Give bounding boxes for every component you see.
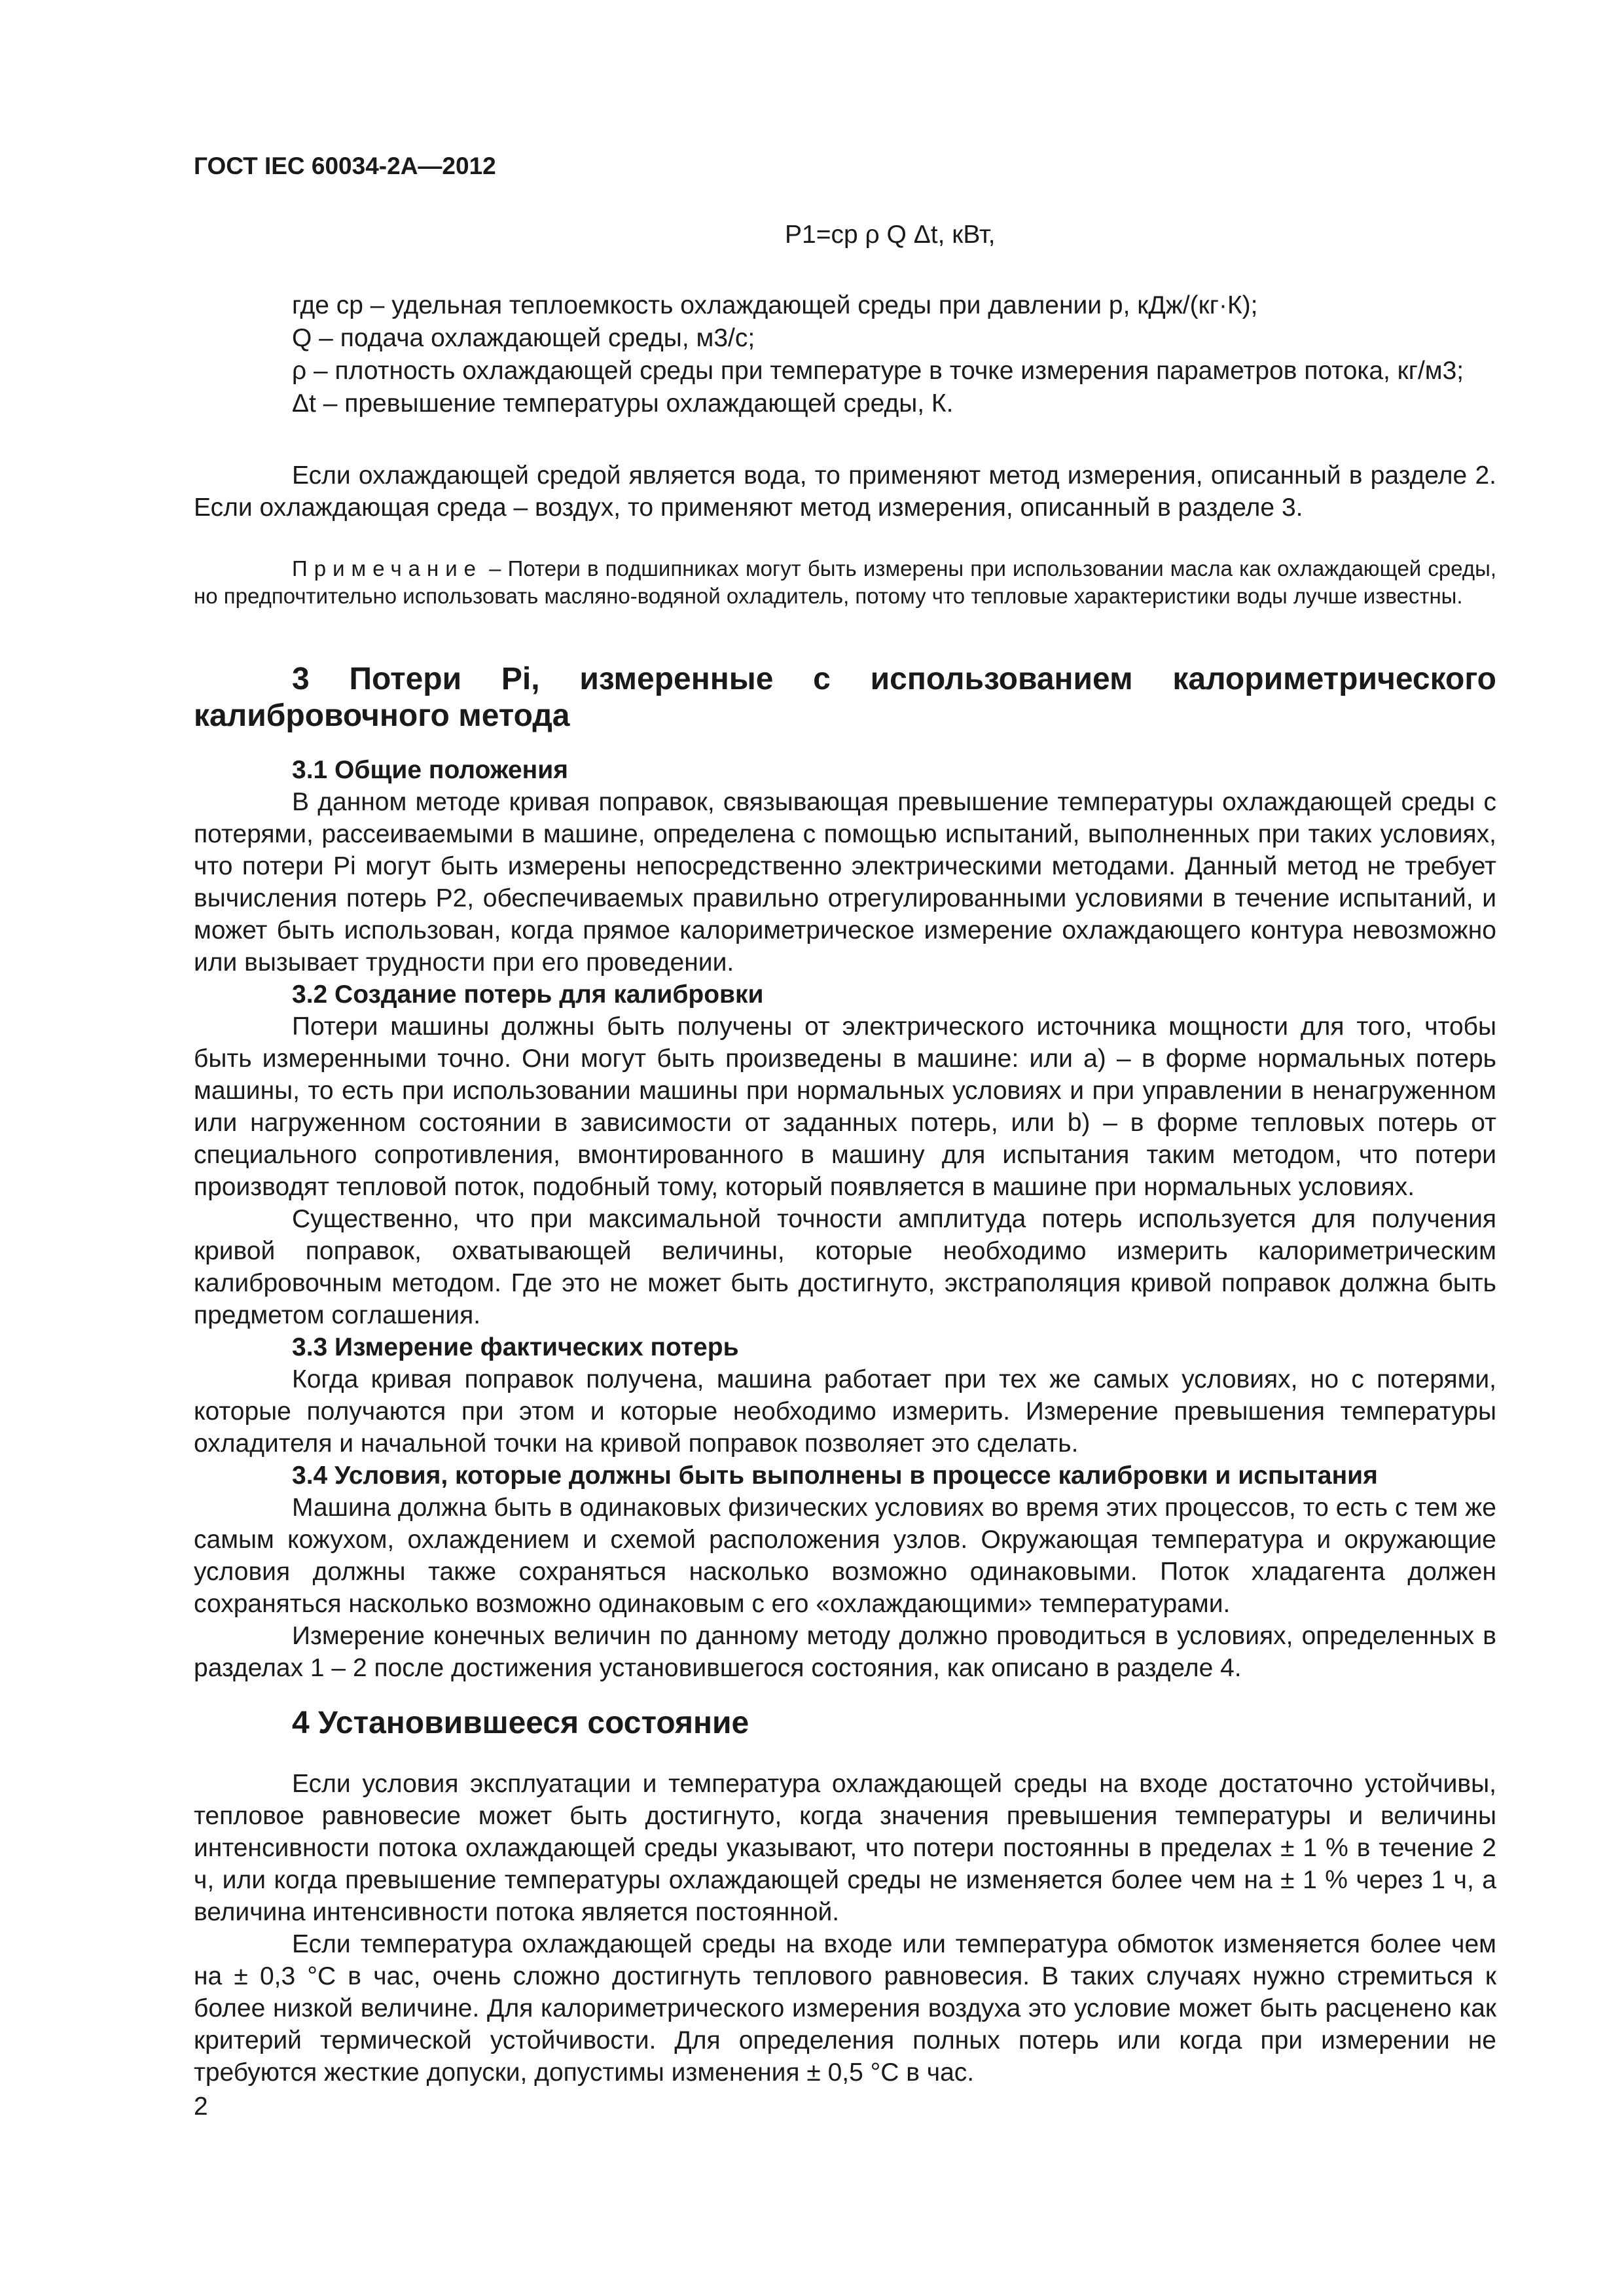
legend-line-cp: где cp – удельная теплоемкость охлаждающей среды при давлении p, кДж/(кг·К); — [292, 291, 1258, 319]
document-header: ГОСТ IEC 60034-2A—2012 — [194, 152, 496, 179]
subsection-3-1-heading: 3.1 Общие положения — [292, 756, 568, 784]
subsection-3-3-heading: 3.3 Измерение фактических потерь — [292, 1333, 739, 1361]
subsection-3-4-heading: 3.4 Условия, которые должны быть выполнены в процессе калибровки и испытания — [292, 1462, 1378, 1490]
subsection-3-2-paragraph-1: Потери машины должны быть получены от электрического источника мощности для того, чтобы быть измеренными точно. Они могут быть произведены в машине: или a) – в форме нормальных потерь машины, то есть при использовании машины при нормальных условиях и при управлении в ненагруженном или нагруженном состоянии в зависимости от заданных потерь, или b) – в форме тепловых потерь от специального сопротивления, вмонтированного в машину для испытания таким методом, что потери производят тепловой поток, подобный тому, который появляется в машине при нормальных условиях. — [194, 1013, 1496, 1201]
legend-line-q: Q – подача охлаждающей среды, м3/с; — [292, 324, 755, 352]
subsection-3-4-paragraph-2: Измерение конечных величин по данному методу должно проводиться в условиях, определенных в разделах 1 – 2 после достижения установившегося состояния, как описано в разделе 4. — [194, 1622, 1496, 1682]
section-4-paragraph-1: Если условия эксплуатации и температура охлаждающей среды на входе достаточно устойчивы, тепловое равновесие может быть достигнуто, когда значения превышения температуры и величины интенсивности потока охлаждающей среды указывают, что потери постоянны в пределах ± 1 % в течение 2 ч, или когда превышение температуры охлаждающей среды не изменяется более чем на ± 1 % через 1 ч, а величина интенсивности потока является постоянной. — [194, 1770, 1496, 1926]
page-number: 2 — [194, 2092, 208, 2121]
method-choice-paragraph: Если охлаждающей средой является вода, то применяют метод измерения, описанный в разделе 2. Если охлаждающая среда – воздух, то применяют метод измерения, описанный в разделе 3. — [194, 461, 1496, 522]
section-4-paragraph-2: Если температура охлаждающей среды на входе или температура обмоток изменяется более чем на ± 0,3 °С в час, очень сложно достигнуть теплового равновесия. В таких случаях нужно стремиться к более низкой величине. Для калориметрического измерения воздуха это условие может быть расценено как критерий термической устойчивости. Для определения полных потерь или когда при измерении не требуются жесткие допуски, допустимы изменения ± 0,5 °С в час. — [194, 1930, 1496, 2087]
note-text: – Потери в подшипниках могут быть измерены при использовании масла как охлаждающей среды, но предпочтительно использовать масляно-водяной охладитель, потому что тепловые характеристики воды лучше известны. — [194, 556, 1496, 608]
note-label: Примечание — [292, 556, 483, 581]
page-content — [194, 152, 1496, 2089]
subsection-3-2-paragraph-2: Существенно, что при максимальной точности амплитуда потерь используется для получения кривой поправок, охватывающей величины, которые необходимо измерить калориметрическим калибровочным методом. Где это не может быть достигнуто, экстраполяция кривой поправок должна быть предметом соглашения. — [194, 1205, 1496, 1329]
section-4-heading: 4 Установившееся состояние — [292, 1706, 749, 1740]
subsection-3-2-heading: 3.2 Создание потерь для калибровки — [292, 980, 764, 1009]
subsection-3-1-paragraph: В данном методе кривая поправок, связывающая превышение температуры охлаждающей среды с потерями, рассеиваемыми в машине, определена с помощью испытаний, выполненных при таких условиях, что потери Pi могут быть измерены непосредственно электрическими методами. Данный метод не требует вычисления потерь P2, обеспечиваемых правильно отрегулированными условиями в течение испытаний, и может быть использован, когда прямое калориметрическое измерение охлаждающего контура невозможно или вызывает трудности при его проведении. — [194, 788, 1496, 977]
formula-legend — [194, 289, 1496, 420]
subsection-3-3-paragraph: Когда кривая поправок получена, машина работает при тех же самых условиях, но с потерями, которые получаются при этом и которые необходимо измерить. Измерение превышения температуры охладителя и начальной точки на кривой поправок позволяет это сделать. — [194, 1365, 1496, 1458]
power-formula: P1=cp ρ Q Δt, кВт, — [785, 221, 996, 249]
legend-line-rho: ρ – плотность охлаждающей среды при температуре в точке измерения параметров потока, кг/м3; — [292, 357, 1464, 385]
section-3-heading: 3 Потери Pi, измеренные с использованием калориметрического калибровочного метода — [194, 662, 1496, 733]
legend-line-dt: Δt – превышение температуры охлаждающей среды, К. — [292, 389, 954, 418]
subsection-3-4-paragraph-1: Машина должна быть в одинаковых физических условиях во время этих процессов, то есть с тем же самым кожухом, охлаждением и схемой расположения узлов. Окружающая температура и окружающие условия должны также сохраняться насколько возможно одинаковыми. Поток хладагента должен сохраняться насколько возможно одинаковым с его «охлаждающими» температурами. — [194, 1494, 1496, 1618]
note-block — [194, 555, 1496, 610]
